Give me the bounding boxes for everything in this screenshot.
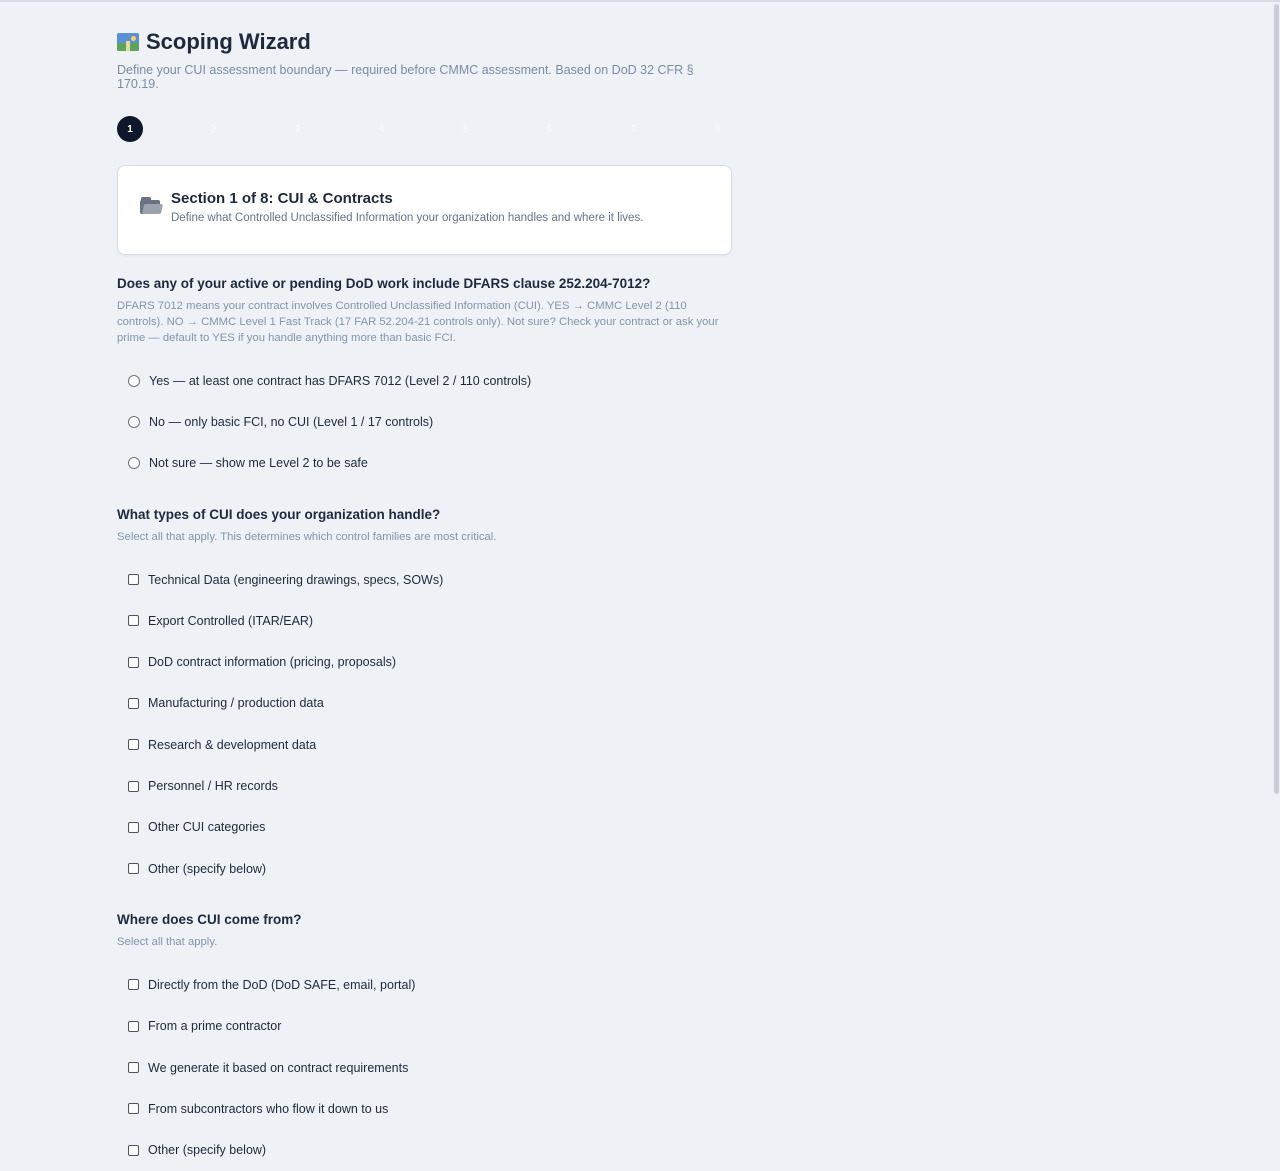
checkbox[interactable] — [128, 1103, 139, 1114]
option-label: From subcontractors who flow it down to us — [148, 1101, 389, 1116]
checkbox-group — [117, 559, 732, 889]
option-label: DoD contract information (pricing, proposals) — [148, 655, 397, 670]
radio-option-yes[interactable] — [117, 360, 732, 401]
step-3[interactable]: 3 — [294, 123, 301, 135]
checkbox-option-from-prime[interactable] — [117, 1006, 732, 1047]
scrollbar-thumb[interactable] — [1274, 4, 1279, 794]
question-help: DFARS 7012 means your contract involves Controlled Unclassified Information (CUI). YES → CMMC Level 2 (110 controls). NO → CMMC Level 1 Fast Track (17 FAR 52.204-21 controls only). Not sure? Check your contract or ask your prime — default to YES if you handle anything more than basic FCI. — [117, 300, 719, 344]
checkbox[interactable] — [128, 1062, 139, 1073]
checkbox-option-manufacturing[interactable] — [117, 683, 732, 724]
wizard-stepper — [117, 116, 732, 142]
option-label: Directly from the DoD (DoD SAFE, email, portal) — [148, 977, 416, 992]
checkbox-option-research[interactable] — [117, 724, 732, 765]
question-dfars-clause — [117, 275, 732, 484]
option-label: Other (specify below) — [148, 1143, 267, 1158]
radio-button[interactable] — [128, 375, 140, 387]
checkbox[interactable] — [128, 657, 139, 668]
checkbox-option-we-generate[interactable] — [117, 1047, 732, 1088]
option-label: Other (specify below) — [148, 861, 267, 876]
radio-button[interactable] — [128, 416, 140, 428]
wizard-main — [117, 28, 732, 1171]
checkbox-option-technical-data[interactable] — [117, 559, 732, 600]
checkbox-option-other-cui[interactable] — [117, 807, 732, 848]
question-title: Where does CUI come from? — [117, 912, 302, 928]
section-title: Section 1 of 8: CUI & Contracts — [171, 190, 393, 207]
checkbox[interactable] — [128, 781, 139, 792]
option-label: No — only basic FCI, no CUI (Level 1 / 17 controls) — [149, 414, 434, 429]
checkbox-option-dod-contract-info[interactable] — [117, 641, 732, 682]
question-cui-types — [117, 506, 732, 889]
checkbox[interactable] — [128, 1145, 139, 1156]
question-title: Does any of your active or pending DoD work include DFARS clause 252.204-7012? — [117, 276, 651, 291]
option-label: Yes — at least one contract has DFARS 7012 (Level 2 / 110 controls) — [149, 373, 532, 388]
page-subtitle: Define your CUI assessment boundary — required before CMMC assessment. Based on DoD 32 CFR § 170.19. — [117, 63, 694, 91]
checkbox[interactable] — [128, 615, 139, 626]
option-label: We generate it based on contract requirements — [148, 1060, 409, 1075]
map-icon — [117, 33, 139, 51]
step-7[interactable]: 7 — [630, 123, 637, 135]
section-description: Define what Controlled Unclassified Information your organization handles and where it lives. — [171, 212, 644, 224]
window-top-border — [0, 0, 1280, 2]
checkbox-option-from-subcontractors[interactable] — [117, 1088, 732, 1129]
checkbox[interactable] — [128, 739, 139, 750]
step-4[interactable]: 4 — [378, 123, 385, 135]
scrollbar[interactable] — [1272, 0, 1280, 1126]
option-label: Technical Data (engineering drawings, specs, SOWs) — [148, 572, 444, 587]
checkbox[interactable] — [128, 1021, 139, 1032]
radio-option-no[interactable] — [117, 401, 732, 442]
page-title — [117, 28, 732, 56]
question-help: Select all that apply. — [117, 936, 218, 949]
checkbox[interactable] — [128, 979, 139, 990]
section-header-card — [117, 165, 732, 255]
option-label: From a prime contractor — [148, 1019, 282, 1034]
checkbox[interactable] — [128, 863, 139, 874]
checkbox-option-from-dod[interactable] — [117, 964, 732, 1005]
checkbox-group — [117, 964, 732, 1170]
option-label: Research & development data — [148, 737, 317, 752]
step-1[interactable]: 1 — [117, 116, 143, 142]
option-label: Export Controlled (ITAR/EAR) — [148, 613, 314, 628]
checkbox-option-export-controlled[interactable] — [117, 600, 732, 641]
checkbox-option-other-specify[interactable] — [117, 848, 732, 889]
folder-icon — [140, 197, 162, 215]
step-8[interactable]: 8 — [714, 123, 721, 135]
question-title: What types of CUI does your organization handle? — [117, 506, 441, 522]
checkbox[interactable] — [128, 574, 139, 585]
question-cui-source — [117, 911, 732, 1170]
step-2[interactable]: 2 — [210, 123, 217, 135]
page-title-text: Scoping Wizard — [146, 29, 311, 54]
checkbox[interactable] — [128, 822, 139, 833]
question-help: Select all that apply. This determines which control families are most critical. — [117, 530, 497, 543]
checkbox[interactable] — [128, 698, 139, 709]
radio-button[interactable] — [128, 457, 140, 469]
option-label: Other CUI categories — [148, 820, 266, 835]
option-label: Personnel / HR records — [148, 779, 278, 794]
checkbox-option-personnel[interactable] — [117, 765, 732, 806]
radio-option-not-sure[interactable] — [117, 443, 732, 484]
step-6[interactable]: 6 — [546, 123, 553, 135]
step-5[interactable]: 5 — [462, 123, 469, 135]
radio-group — [117, 360, 732, 484]
option-label: Manufacturing / production data — [148, 696, 324, 711]
checkbox-option-other-specify[interactable] — [117, 1129, 732, 1170]
option-label: Not sure — show me Level 2 to be safe — [149, 456, 368, 471]
section-text — [171, 190, 643, 224]
